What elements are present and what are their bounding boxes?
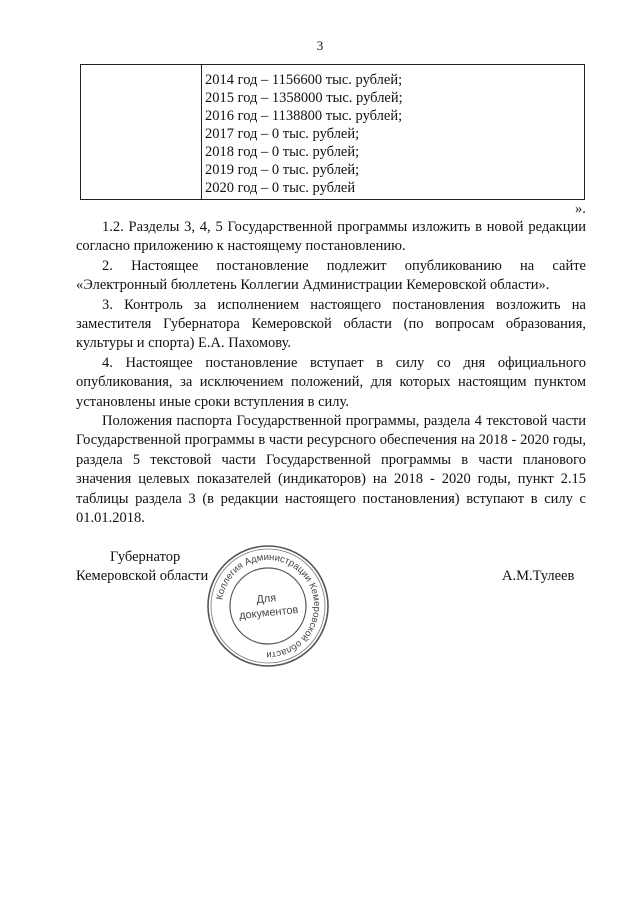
paragraph-effective-dates: Положения паспорта Государственной программы, раздела 4 текстовой части Государственной программы в части ресурсного обеспечения на 2018 - 2020 годы, раздела 5 текстовой части Государственной программы в части планового значения целевых показателей (индикаторов) на 2018 - 2020 годы, пункт 2.15 таблицы раздела 3 (в редакции настоящего постановления) вступают в силу с 01.01.2018.	[76, 413, 586, 527]
stamp-ring-text-path: Коллегия Администрации Кемеровской области	[214, 551, 323, 661]
signatory-name: А.М.Тулеев	[502, 568, 575, 584]
funding-row: 2019 год – 0 тыс. рублей;	[205, 162, 360, 178]
stamp-center-line-2: документов	[238, 603, 299, 623]
stamp-center-line-1: Для	[255, 592, 277, 607]
paragraph-4: 4. Настоящее постановление вступает в силу со дня официального опубликования, за исключением положений, для которых настоящим пунктом установлены иные сроки вступления в силу.	[76, 354, 586, 410]
page-number: 3	[316, 38, 324, 53]
funding-row: 2016 год – 1138800 тыс. рублей;	[205, 108, 403, 124]
closing-quote: ».	[575, 201, 586, 217]
paragraph-1-2: 1.2. Разделы 3, 4, 5 Государственной программы изложить в новой редакции согласно приложению к настоящему постановлению.	[76, 219, 586, 255]
funding-row: 2020 год – 0 тыс. рублей	[205, 180, 356, 196]
signatory-position	[76, 548, 208, 586]
funding-row: 2014 год – 1156600 тыс. рублей;	[205, 72, 403, 88]
stamp-outer-ring	[208, 546, 328, 666]
paragraph-2: 2. Настоящее постановление подлежит опубликованию на сайте «Электронный бюллетень Коллегии Администрации Кемеровской области».	[76, 257, 586, 294]
table-right-cell	[205, 71, 580, 197]
official-stamp	[205, 543, 331, 669]
stamp-outer-ring-inner	[211, 549, 325, 663]
funding-row: 2018 год – 0 тыс. рублей;	[205, 144, 360, 160]
document-body	[76, 218, 586, 529]
position-line-2: Кемеровской области	[76, 568, 209, 584]
position-line-1: Губернатор	[110, 549, 181, 565]
funding-row: 2015 год – 1358000 тыс. рублей;	[205, 90, 403, 106]
funding-row: 2017 год – 0 тыс. рублей;	[205, 126, 360, 142]
paragraph-3: 3. Контроль за исполнением настоящего постановления возложить на заместителя Губернатора Кемеровской области (по вопросам образования, культуры и спорта) Е.А. Пахомову.	[76, 296, 586, 352]
table-left-cell	[81, 65, 202, 199]
funding-table	[80, 64, 585, 200]
